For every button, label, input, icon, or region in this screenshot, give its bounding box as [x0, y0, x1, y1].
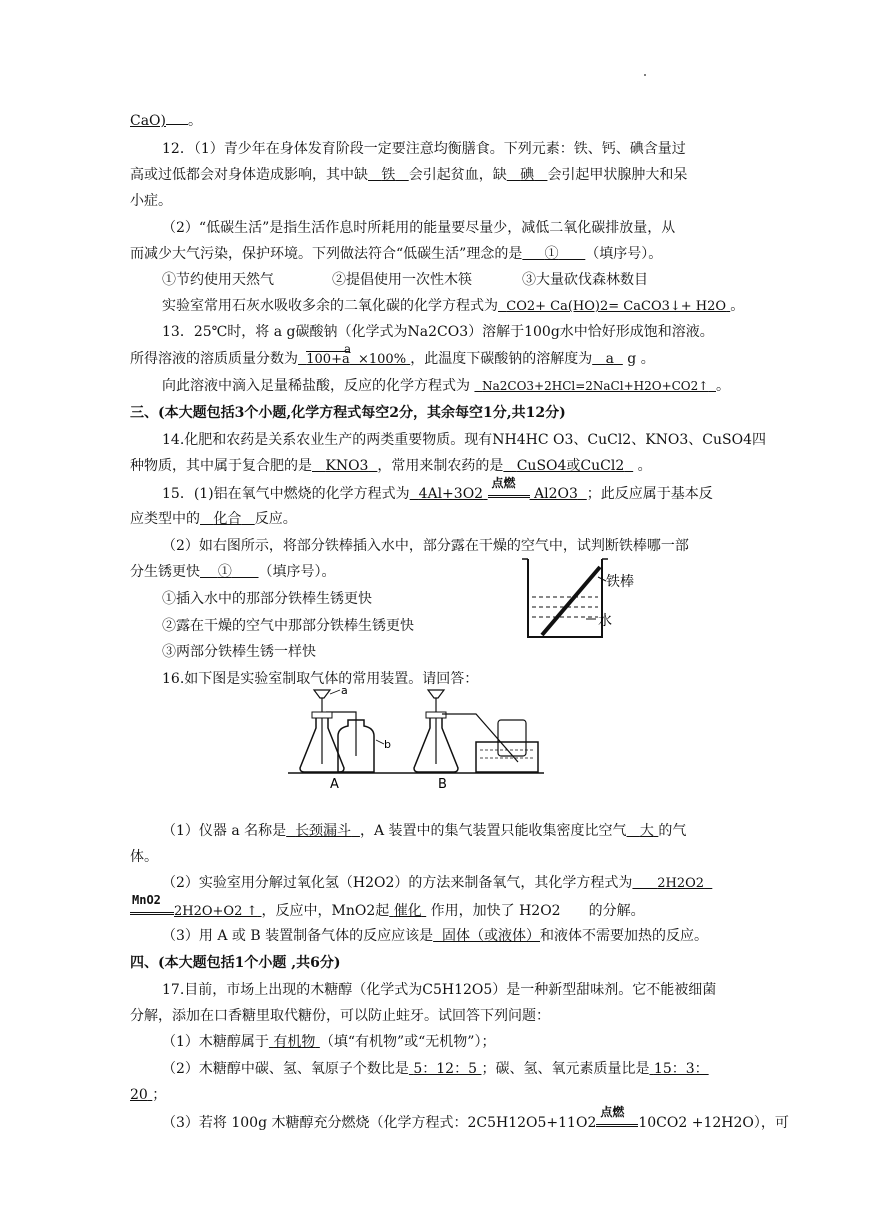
label-a: a	[341, 686, 348, 697]
answer-atom-ratio: 5：12：5	[413, 1061, 477, 1077]
q13-line-1: 13．25℃时，将 a g碳酸钠（化学式为Na2CO3）溶解于100g水中恰好形成饱和溶液。	[162, 324, 714, 340]
q14-line-2: 种物质，其中属于复合肥的是 KNO3 ，常用来制农药的是 CuSO4或CuCl2 。	[130, 458, 652, 474]
answer-h2o2-eq-right: 2H2O+O2 ↑	[174, 904, 258, 919]
q17-line-1: 17.目前，市场上出现的木糖醇（化学式为C5H12O5）是一种新型甜味剂。它不能被细菌	[162, 982, 717, 998]
q15-option-1: ①插入水中的那部分铁棒生锈更快	[162, 591, 372, 607]
q17-part3: （3）若将 100g 木糖醇充分燃烧（化学方程式：2C5H12O5+11O2 点燃 10CO2 +12H2O），可	[162, 1105, 789, 1131]
q16-part1-line-2: 体。	[130, 849, 158, 865]
q12-options	[162, 271, 774, 289]
q12-line-7: 实验室常用石灰水吸收多余的二氧化碳的化学方程式为 CO2+ Ca(HO)2= CaCO3↓+ H2O 。	[162, 298, 745, 314]
label-water: 水	[598, 613, 612, 629]
q17-line-2: 分解，添加在口香糖里取代糖份，可以防止蛀牙。试回答下列问题：	[130, 1008, 550, 1024]
fraction-numerator: a	[344, 342, 352, 356]
q15-line-3: （2）如右图所示，将部分铁棒插入水中，部分露在干燥的空气中，试判断铁棒哪一部	[162, 538, 689, 554]
answer-reactant-state: 固体（或液体）	[442, 928, 541, 944]
q13-line-3: 向此溶液中滴入足量稀盐酸，反应的化学方程式为 Na2CO3+2HCl=2NaCl+H2O+CO2↑ 。	[162, 378, 730, 394]
label-B: B	[438, 777, 447, 792]
q15-option-3: ③两部分铁棒生锈一样快	[162, 644, 316, 660]
q12-line-4: （2）“低碳生活”是指生活作息时所耗用的能量要尽量少，减低二氧化碳排放量，从	[162, 220, 676, 236]
answer-mass-ratio: 15：3：	[653, 1061, 709, 1077]
corner-mark	[644, 74, 646, 76]
answer-mass-ratio-cont: 20	[130, 1087, 148, 1103]
q15-option-2: ②露在干燥的空气中那部分铁棒生锈更快	[162, 618, 414, 634]
answer-iron: 铁	[381, 167, 396, 183]
answer-h2o2-eq-left: 2H2O2	[657, 876, 705, 891]
section-3-title: 三、(本大题包括3个小题,化学方程式每空2分，其余每空1分,共12分)	[130, 405, 566, 421]
answer-reaction-type: 化合	[213, 511, 242, 527]
q15-line-1: 15．(1)铝在氧气中燃烧的化学方程式为 4Al+3O2 点燃 Al2O3 ；此反应属于基本反	[162, 476, 713, 502]
q16-part2-line-1: （2）实验室用分解过氧化氢（H2O2）的方法来制备氧气，其化学方程式为 2H2O2	[162, 875, 705, 891]
q12-line-2: 高或过低都会对身体造成影响，其中缺 铁 会引起贫血，缺 碘 会引起甲状腺肿大和呆	[130, 167, 688, 183]
option-3: ③大量砍伐森林数目	[522, 272, 648, 288]
q12-line-1: 12．（1）青少年在身体发育阶段一定要注意均衡膳食。下列元素：铁、钙、碘含量过	[162, 141, 686, 157]
answer-al-eq-left: 4Al+3O2	[418, 486, 484, 502]
q17-part2: （2）木糖醇中碳、氢、氧原子个数比是 5：12：5 ；碳、氢、氧元素质量比是 15：3：	[162, 1061, 709, 1077]
funnel-a	[314, 690, 330, 698]
collecting-bottle	[498, 720, 526, 756]
section-4-title: 四、(本大题包括1个小题 ,共6分)	[130, 955, 341, 971]
answer-limewater-equation: CO2+ Ca(HO)2= CaCO3↓+ H2O	[506, 299, 727, 314]
answer-al-eq-right: Al2O3	[534, 486, 578, 502]
cont-answer: CaO)	[130, 113, 166, 129]
answer-pesticide: CuSO4或CuCl2	[516, 458, 625, 474]
answer-compound-fertilizer: KNO3	[325, 458, 369, 474]
q12-line-5: 而减少大气污染，保护环境。下列做法符合“低碳生活”理念的是 ① （填序号）。	[130, 246, 663, 262]
option-1: ①节约使用天然气	[162, 272, 274, 288]
option-2: ②提倡使用一次性木筷	[332, 272, 472, 288]
gas-apparatus-figure	[286, 686, 556, 792]
continuation-line: CaO) 。	[130, 113, 202, 129]
q17-part1: （1）木糖醇属于 有机物 （填“有机物”或“无机物”）；	[162, 1034, 496, 1050]
fraction-denominator: 100+a	[306, 352, 350, 367]
condition-ignite: 点燃	[491, 476, 516, 490]
answer-solubility: a	[605, 351, 614, 367]
q16-part2-line-2: MnO2 2H2O+O2 ↑ ，反应中，MnO2起 催化 作用，加快了 H2O2 的分解。	[132, 893, 645, 919]
q13-line-2: 所得溶液的溶质质量分数为 100+a ×100% ，此温度下碳酸钠的溶解度为 a g 。	[130, 351, 655, 367]
answer-organic: 有机物	[273, 1034, 316, 1050]
label-A: A	[330, 777, 339, 792]
answer-iodine: 碘	[520, 167, 535, 183]
q16-part1-line-1: （1）仪器 a 名称是 长颈漏斗 ，A 装置中的集气装置只能收集密度比空气 大 的气	[162, 823, 687, 839]
q14-line-1: 14.化肥和农药是关系农业生产的两类重要物质。现有NH4HC O3、CuCl2、KNO3、CuSO4四	[162, 432, 767, 448]
answer-rust: ①	[217, 564, 232, 580]
label-iron-rod: 铁棒	[606, 574, 634, 590]
q16-line-1: 16.如下图是实验室制取气体的常用装置。请回答：	[162, 671, 479, 687]
answer-carbonate-equation: Na2CO3+2HCl=2NaCl+H2O+CO2↑	[482, 379, 709, 393]
beaker-outline	[528, 559, 602, 637]
q17-part2-cont: 20 ；	[130, 1087, 167, 1103]
beaker-iron-rod-figure	[520, 555, 660, 645]
answer-catalysis: 催化	[393, 903, 422, 919]
q15-line-4: 分生锈更快 ① （填序号）。	[130, 564, 336, 580]
catalyst-mno2: MnO2	[132, 893, 161, 907]
answer-low-carbon: ①	[544, 246, 559, 262]
label-b: b	[384, 738, 391, 751]
answer-long-neck-funnel: 长颈漏斗	[295, 823, 352, 839]
water-trough	[476, 742, 538, 772]
q15-line-2: 应类型中的 化合 反应。	[130, 511, 297, 527]
funnel-b	[428, 690, 444, 698]
iron-rod	[542, 567, 600, 635]
answer-density: 大	[639, 823, 654, 839]
q12-line-3: 小症。	[130, 193, 172, 209]
q16-part3: （3）用 A 或 B 装置制备气体的反应应该是 固体（或液体）和液体不需要加热的反应。	[162, 928, 709, 944]
condition-ignite-2: 点燃	[600, 1105, 625, 1119]
